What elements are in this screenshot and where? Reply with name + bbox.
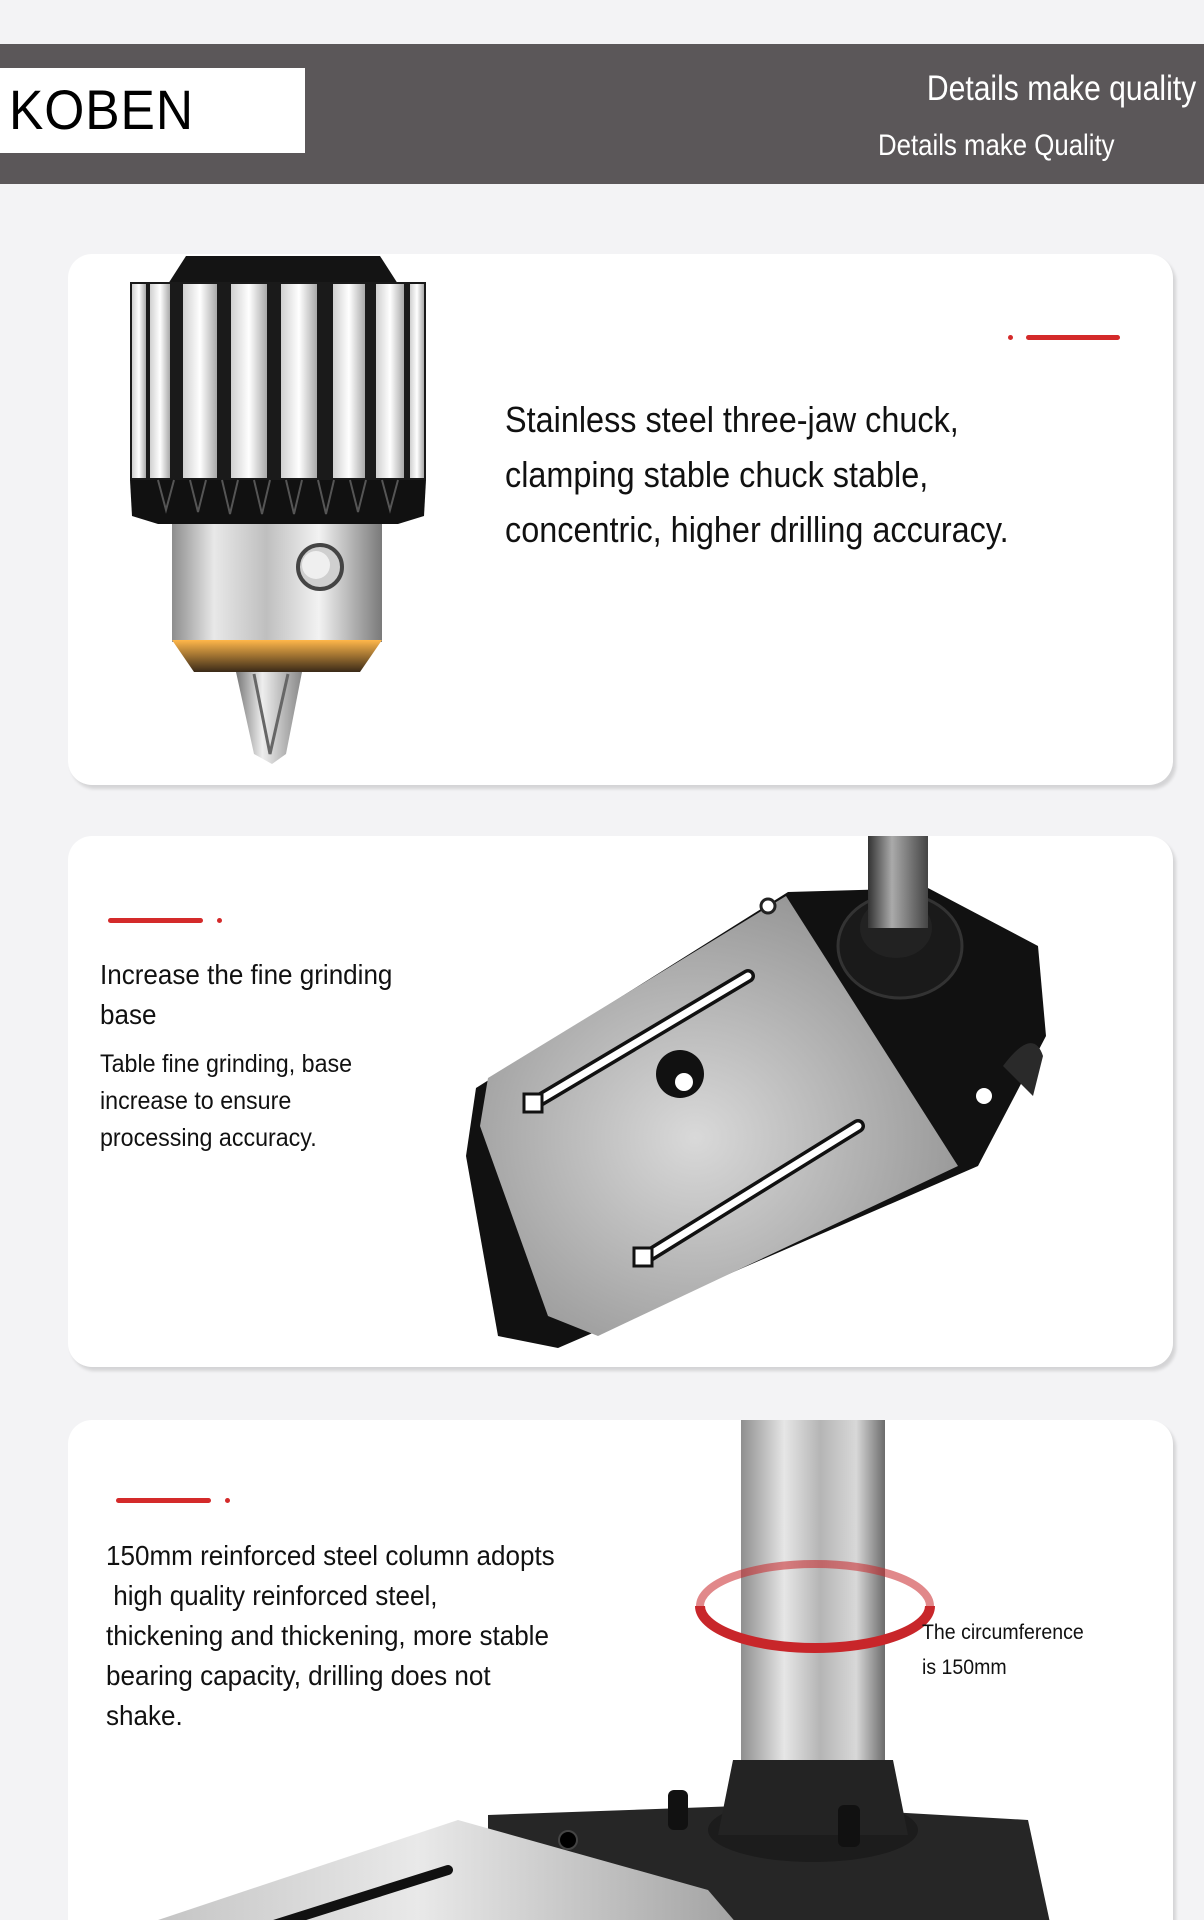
column-description-line-1: 150mm reinforced steel column adopts [106,1540,555,1571]
circumference-caption-line-2: is 150mm [922,1656,1007,1679]
accent-divider [1008,335,1123,340]
tagline-primary: Details make quality [926,69,1196,108]
column-description-line-2: high quality reinforced steel, [106,1580,438,1611]
feature-card-column [68,1420,1173,1920]
column-description-line-5: shake. [106,1700,183,1731]
accent-line [1026,335,1120,340]
chuck-description-line-1: Stainless steel three-jaw chuck, [505,399,959,440]
grinding-base-image [458,836,1118,1367]
accent-dot [1008,335,1013,340]
steel-column-image [68,1420,1173,1920]
chuck-description-line-2: clamping stable chuck stable, [505,454,929,495]
base-body-line-1: Table fine grinding, base [100,1050,353,1078]
accent-dot [217,918,222,923]
three-jaw-chuck-image [98,254,438,784]
base-heading-line-2: base [100,999,157,1030]
chuck-description-line-3: concentric, higher drilling accuracy. [505,509,1009,550]
column-description-line-3: thickening and thickening, more stable [106,1620,549,1651]
accent-divider [108,918,223,923]
feature-card-base [68,836,1173,1367]
circumference-caption-line-1: The circumference [922,1621,1084,1644]
base-heading-line-1: Increase the fine grinding [100,959,393,990]
column-description-line-4: bearing capacity, drilling does not [106,1660,491,1691]
base-body-line-3: processing accuracy. [100,1124,317,1152]
base-body-line-2: increase to ensure [100,1087,292,1115]
brand-logo-box [0,68,305,153]
tagline-secondary: Details make Quality [878,129,1115,162]
feature-card-chuck [68,254,1173,785]
brand-logo: KOBEN [9,78,194,141]
accent-line [108,918,203,923]
brand-header [0,44,1204,184]
